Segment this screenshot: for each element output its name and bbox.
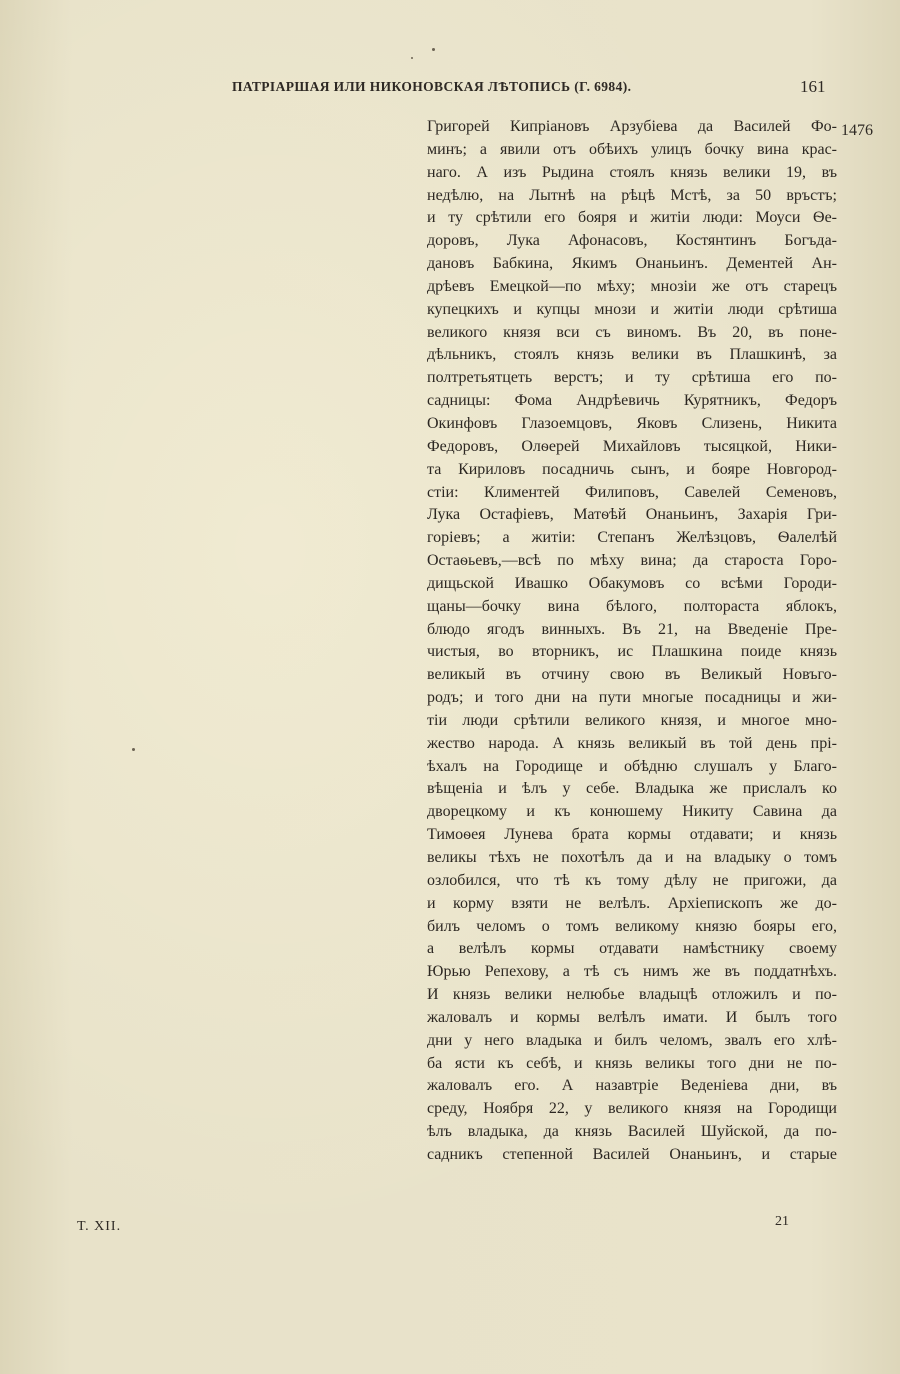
text-line: великы тѣхъ не похотѣлъ да и на владыку о томъ (427, 849, 837, 866)
text-line: вѣщеніа и ѣлъ у себе. Владыка же прислалъ ко (427, 780, 837, 798)
margin-year: 1476 (841, 122, 873, 139)
text-line: Федоровъ, Олѳерей Михайловъ тысяцкой, Ники- (427, 437, 837, 455)
text-line: дѣльникъ, стоялъ князь велики въ Плашкинѣ, за (427, 346, 837, 364)
text-line: дворецкому и къ конюшему Никиту Савина да (427, 803, 837, 821)
text-line: ѣхалъ на Городище и обѣдню слушалъ у Благо- (427, 757, 837, 775)
text-line: Лука Остафіевъ, Матѳѣй Онаньинъ, Захарія Гри- (427, 506, 837, 524)
volume-mark: Т. XII. (77, 1219, 122, 1234)
text-line: садникъ степенной Василей Онаньинъ, и старые (427, 1145, 837, 1163)
signature-mark: 21 (775, 1214, 789, 1229)
text-line: и ту срѣтили его бояря и житіи люди: Моуси Ѳе- (427, 209, 837, 227)
text-line: родъ; и того дни на пути многые посадницы и жи- (427, 689, 837, 707)
text-line: великый въ отчину свою въ Великый Новъго- (427, 666, 837, 684)
paper-speck (432, 48, 435, 51)
text-line: билъ челомъ о томъ великому князю бояры его, (427, 917, 837, 935)
text-line: и корму взяти не велѣлъ. Архіепископъ же до- (427, 894, 837, 912)
text-line: дановъ Бабкина, Якимъ Онаньинъ. Дементей Ан- (427, 255, 837, 273)
text-line: полтретьятцеть верстъ; и ту срѣтиша его по- (427, 369, 837, 387)
text-line: великого князя вси съ виномъ. Въ 20, въ поне- (427, 323, 837, 341)
paper-speck (132, 748, 135, 751)
text-line: блюдо ягодъ винныхъ. Въ 21, на Введеніе Пре- (427, 620, 837, 638)
text-line: ѣлъ владыка, да князь Василей Шуйской, да по- (427, 1123, 837, 1141)
text-line: минъ; а явили отъ обѣихъ улицъ бочку вина крас- (427, 140, 837, 158)
text-line: садницы: Фома Андрѣевичь Курятникъ, Федоръ (427, 392, 837, 410)
text-line: Окинфовъ Глазоемцовъ, Яковъ Слизень, Никита (427, 414, 837, 432)
text-line: жество народа. А князь великый въ той день прі- (427, 734, 837, 752)
text-line: И князь велики нелюбье владыцѣ отложилъ и по- (427, 986, 837, 1004)
text-line: жаловалъ его. А назавтріе Веденіева дни, въ (427, 1077, 837, 1095)
text-column (427, 116, 837, 1167)
text-line: купецкихъ и купцы мнози и житіи люди срѣтиша (427, 300, 837, 318)
page-number: 161 (800, 77, 826, 96)
text-line: щаны—бочку вина бѣлого, полтораста яблокъ, (427, 597, 837, 615)
text-line: дни у него владыка и билъ челомъ, звалъ его хлѣ- (427, 1031, 837, 1049)
paper-speck (411, 57, 413, 59)
text-line: дрѣевъ Емецкой—по мѣху; мнозіи же отъ старецъ (427, 277, 837, 295)
text-line: тіи люди срѣтили великого князя, и многое мно- (427, 711, 837, 729)
text-line: Тимоѳея Лунева брата кормы отдавати; и князь (427, 826, 837, 844)
text-line: Юрью Репехову, а тѣ съ нимъ же въ поддатнѣхъ. (427, 963, 837, 981)
text-line: та Кириловъ посадничь сынъ, и бояре Новгород- (427, 460, 837, 478)
text-line: озлобился, что тѣ къ тому дѣлу не пригожи, да (427, 871, 837, 889)
text-line: горіевъ; а житіи: Степанъ Желѣзцовъ, Ѳалелѣй (427, 529, 837, 547)
text-line: стіи: Климентей Филиповъ, Савелей Семеновъ, (427, 483, 837, 501)
text-line: Остаѳьевъ,—всѣ по мѣху вина; да староста Горо- (427, 552, 837, 570)
text-line: недѣлю, на Лытнѣ на рѣцѣ Мстѣ, за 50 връстъ; (427, 186, 837, 204)
text-line: доровъ, Лука Афонасовъ, Костянтинъ Богъда- (427, 232, 837, 250)
text-line: Григорей Кипріановъ Арзубіева да Василей Фо- (427, 118, 837, 135)
text-line: чистыя, во вторникъ, ис Плашкина поиде князь (427, 643, 837, 661)
text-line: жаловалъ и кормы велѣлъ имати. И былъ того (427, 1008, 837, 1026)
text-line: дищьской Ивашко Обакумовъ со всѣми Городи- (427, 574, 837, 592)
text-line: наго. А изъ Рыдина стоялъ князь велики 19, въ (427, 163, 837, 181)
text-line: ба ясти къ себѣ, и князь великы того дни не по- (427, 1054, 837, 1072)
text-line: среду, Ноября 22, у великого князя на Городищи (427, 1100, 837, 1118)
text-line: а велѣлъ кормы отдавати намѣстнику своему (427, 940, 837, 958)
running-title: ПАТРІАРШАЯ ИЛИ НИКОНОВСКАЯ ЛѢТОПИСЬ (Г. 6984). (232, 79, 632, 94)
